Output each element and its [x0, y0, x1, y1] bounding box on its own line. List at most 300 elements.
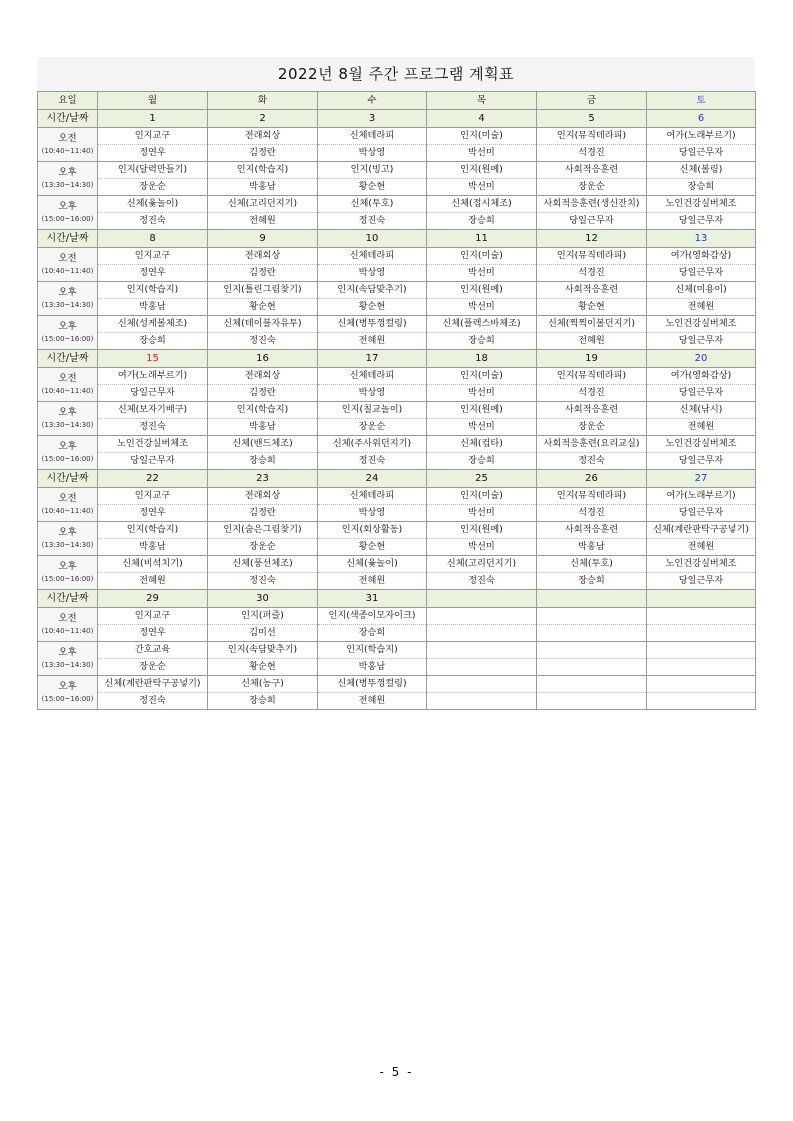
staff-cell: 정진숙	[208, 573, 318, 590]
staff-cell: 박홍남	[98, 299, 208, 316]
date-cell: 6	[647, 110, 756, 128]
time-slot-name: 오후	[58, 286, 77, 298]
program-cell: 신체(컵타)	[427, 436, 537, 453]
program-cell: 인지(학습지)	[208, 162, 318, 179]
program-row	[38, 282, 756, 299]
staff-cell: 장승희	[208, 693, 318, 710]
program-cell: 신체(풍선체조)	[208, 556, 318, 573]
time-slot-cell	[38, 488, 98, 522]
time-slot-cell	[38, 436, 98, 470]
program-cell: 인지(칠교놀이)	[318, 402, 427, 419]
program-cell: 인지(속담맞추기)	[208, 642, 318, 659]
program-row	[38, 368, 756, 385]
program-cell: 인지(색종이모자이크)	[318, 608, 427, 625]
staff-cell: 박선미	[427, 145, 537, 162]
program-cell: 인지(미술)	[427, 248, 537, 265]
staff-cell: 장승희	[208, 453, 318, 470]
staff-cell: 김미선	[208, 625, 318, 642]
date-cell: 17	[318, 350, 427, 368]
staff-cell: 김정란	[208, 265, 318, 282]
program-cell: 인지(학습지)	[98, 522, 208, 539]
program-cell: 여가(노래부르기)	[647, 488, 756, 505]
program-cell: 인지교구	[98, 128, 208, 145]
staff-cell: 장승희	[427, 453, 537, 470]
staff-cell: 장승희	[427, 213, 537, 230]
staff-cell: 전혜원	[647, 419, 756, 436]
program-cell: 인지(원예)	[427, 282, 537, 299]
time-slot-hours: (15:00~16:00)	[41, 574, 94, 583]
staff-row	[38, 453, 756, 470]
program-cell: 노인건강실버체조	[647, 436, 756, 453]
staff-cell: 석경진	[537, 265, 647, 282]
time-slot-hours: (13:30~14:30)	[41, 420, 94, 429]
staff-row	[38, 693, 756, 710]
program-cell: 사회적응훈련	[537, 522, 647, 539]
program-cell: 신체(보자기배구)	[98, 402, 208, 419]
staff-cell: 정진숙	[98, 213, 208, 230]
staff-cell: 박상영	[318, 145, 427, 162]
date-cell: 3	[318, 110, 427, 128]
staff-cell	[647, 625, 756, 642]
date-cell: 15	[98, 350, 208, 368]
staff-row	[38, 299, 756, 316]
program-row	[38, 436, 756, 453]
program-row	[38, 522, 756, 539]
staff-cell: 황순현	[318, 299, 427, 316]
page-number: - 5 -	[379, 1065, 414, 1079]
staff-cell: 전혜원	[208, 213, 318, 230]
staff-cell: 박선미	[427, 505, 537, 522]
time-slot-hours: (10:40~11:40)	[41, 266, 94, 275]
time-slot-cell	[38, 608, 98, 642]
staff-cell: 장승희	[427, 333, 537, 350]
program-cell	[647, 608, 756, 625]
program-cell: 신체(윷놀이)	[98, 196, 208, 213]
time-slot-cell	[38, 282, 98, 316]
program-cell: 여가(영화감상)	[647, 368, 756, 385]
time-slot-cell	[38, 402, 98, 436]
staff-row	[38, 333, 756, 350]
staff-cell: 황순현	[208, 659, 318, 676]
program-cell: 인지교구	[98, 608, 208, 625]
staff-cell: 전혜원	[318, 333, 427, 350]
date-row-label: 시간/날짜	[38, 350, 98, 368]
program-cell: 신체(비석치기)	[98, 556, 208, 573]
staff-cell: 장승희	[98, 333, 208, 350]
program-row	[38, 608, 756, 625]
date-cell: 22	[98, 470, 208, 488]
staff-cell: 정연우	[98, 265, 208, 282]
staff-row	[38, 145, 756, 162]
staff-cell	[537, 659, 647, 676]
time-slot-name: 오전	[58, 252, 77, 264]
staff-cell: 당일근무자	[647, 265, 756, 282]
staff-cell	[427, 693, 537, 710]
time-slot-name: 오후	[58, 406, 77, 418]
date-cell	[647, 590, 756, 608]
staff-cell: 전혜원	[318, 573, 427, 590]
staff-cell	[647, 659, 756, 676]
staff-cell: 박홍남	[318, 659, 427, 676]
time-slot-cell	[38, 196, 98, 230]
staff-cell: 정연우	[98, 505, 208, 522]
staff-cell: 장운순	[537, 179, 647, 196]
time-slot-hours: (13:30~14:30)	[41, 300, 94, 309]
staff-cell: 김정란	[208, 385, 318, 402]
date-cell: 9	[208, 230, 318, 248]
date-cell: 29	[98, 590, 208, 608]
program-cell	[427, 608, 537, 625]
staff-cell	[537, 625, 647, 642]
weekday-header-cell: 목	[427, 92, 537, 110]
program-cell: 신체(볼링)	[647, 162, 756, 179]
staff-cell: 김정란	[208, 505, 318, 522]
time-slot-name: 오전	[58, 612, 77, 624]
staff-cell: 전혜원	[647, 539, 756, 556]
staff-cell: 당일근무자	[647, 453, 756, 470]
program-cell: 인지(미술)	[427, 128, 537, 145]
staff-cell: 박선미	[427, 265, 537, 282]
staff-cell: 박상영	[318, 505, 427, 522]
weekday-header-cell: 수	[318, 92, 427, 110]
staff-cell: 장운순	[98, 179, 208, 196]
program-cell: 사회적응훈련(요리교실)	[537, 436, 647, 453]
staff-cell: 정진숙	[318, 213, 427, 230]
program-cell: 인지(달력만들기)	[98, 162, 208, 179]
program-cell: 신체(농구)	[208, 676, 318, 693]
time-slot-cell	[38, 642, 98, 676]
staff-row	[38, 505, 756, 522]
time-slot-name: 오전	[58, 492, 77, 504]
date-cell: 30	[208, 590, 318, 608]
time-slot-name: 오후	[58, 440, 77, 452]
program-cell: 신체(성게볼체조)	[98, 316, 208, 333]
program-row	[38, 162, 756, 179]
program-cell: 여가(영화감상)	[647, 248, 756, 265]
program-cell	[427, 676, 537, 693]
date-cell: 8	[98, 230, 208, 248]
date-cell: 18	[427, 350, 537, 368]
staff-cell: 정연우	[98, 625, 208, 642]
program-cell: 신체(병뚜껑컬링)	[318, 316, 427, 333]
program-cell: 신체테라피	[318, 368, 427, 385]
program-cell: 인지(원예)	[427, 522, 537, 539]
program-cell	[537, 608, 647, 625]
program-cell: 인지(학습지)	[208, 402, 318, 419]
program-cell: 신체(병뚜껑컬링)	[318, 676, 427, 693]
staff-cell: 정진숙	[537, 453, 647, 470]
date-cell: 20	[647, 350, 756, 368]
program-row	[38, 196, 756, 213]
page-title: 2022년 8월 주간 프로그램 계획표	[37, 57, 755, 91]
program-cell: 인지(숨은그림찾기)	[208, 522, 318, 539]
program-row	[38, 556, 756, 573]
time-slot-hours: (10:40~11:40)	[41, 626, 94, 635]
time-slot-cell	[38, 248, 98, 282]
program-cell: 인지(학습지)	[98, 282, 208, 299]
staff-row	[38, 419, 756, 436]
program-cell: 신체(고리던지기)	[427, 556, 537, 573]
program-cell: 인지(원예)	[427, 162, 537, 179]
program-cell: 노인건강실버체조	[98, 436, 208, 453]
staff-cell: 정진숙	[208, 333, 318, 350]
time-slot-name: 오후	[58, 526, 77, 538]
staff-cell: 당일근무자	[647, 213, 756, 230]
program-cell: 인지(미술)	[427, 488, 537, 505]
staff-row	[38, 625, 756, 642]
time-slot-hours: (15:00~16:00)	[41, 214, 94, 223]
program-cell: 여가(노래부르기)	[647, 128, 756, 145]
program-cell: 인지교구	[98, 248, 208, 265]
program-cell: 신체(고리던지기)	[208, 196, 318, 213]
program-cell: 신체(테이블자유투)	[208, 316, 318, 333]
time-slot-hours: (10:40~11:40)	[41, 146, 94, 155]
staff-cell: 장운순	[318, 419, 427, 436]
staff-cell: 박선미	[427, 179, 537, 196]
program-cell: 간호교육	[98, 642, 208, 659]
staff-cell: 황순현	[537, 299, 647, 316]
program-cell: 사회적응훈련(생신잔치)	[537, 196, 647, 213]
time-slot-hours: (13:30~14:30)	[41, 540, 94, 549]
date-row-label: 시간/날짜	[38, 230, 98, 248]
time-slot-hours: (15:00~16:00)	[41, 454, 94, 463]
program-cell: 인지(원예)	[427, 402, 537, 419]
staff-cell: 장운순	[537, 419, 647, 436]
program-row	[38, 402, 756, 419]
date-row	[38, 110, 756, 128]
program-cell: 신체(주사위던지기)	[318, 436, 427, 453]
date-row-label: 시간/날짜	[38, 590, 98, 608]
staff-cell: 당일근무자	[647, 505, 756, 522]
staff-cell: 장승희	[647, 179, 756, 196]
date-cell: 10	[318, 230, 427, 248]
staff-row	[38, 265, 756, 282]
staff-cell: 정연우	[98, 145, 208, 162]
program-cell: 인지(속담맞추기)	[318, 282, 427, 299]
staff-row	[38, 573, 756, 590]
staff-cell: 박상영	[318, 265, 427, 282]
program-cell: 인지(뮤직테라피)	[537, 128, 647, 145]
staff-cell: 당일근무자	[537, 213, 647, 230]
program-row	[38, 316, 756, 333]
program-cell: 신체(낚시)	[647, 402, 756, 419]
staff-cell: 당일근무자	[98, 385, 208, 402]
program-row	[38, 642, 756, 659]
program-cell: 신체(계란판탁구공넣기)	[647, 522, 756, 539]
date-cell: 11	[427, 230, 537, 248]
program-cell: 전래회상	[208, 368, 318, 385]
date-cell	[427, 590, 537, 608]
weekday-header-row	[38, 92, 756, 110]
staff-row	[38, 213, 756, 230]
staff-cell: 당일근무자	[647, 333, 756, 350]
program-cell: 인지(학습지)	[318, 642, 427, 659]
time-slot-name: 오후	[58, 646, 77, 658]
staff-cell: 박선미	[427, 385, 537, 402]
program-row	[38, 248, 756, 265]
staff-cell: 정진숙	[427, 573, 537, 590]
time-slot-name: 오후	[58, 320, 77, 332]
staff-cell	[647, 693, 756, 710]
program-cell: 노인건강실버체조	[647, 556, 756, 573]
program-cell: 신체(윷놀이)	[318, 556, 427, 573]
staff-cell	[537, 693, 647, 710]
weekday-header-cell: 금	[537, 92, 647, 110]
program-cell	[647, 676, 756, 693]
time-slot-cell	[38, 128, 98, 162]
date-cell: 27	[647, 470, 756, 488]
staff-cell	[427, 625, 537, 642]
staff-cell: 박홍남	[537, 539, 647, 556]
time-slot-name: 오후	[58, 200, 77, 212]
date-row	[38, 230, 756, 248]
program-row	[38, 676, 756, 693]
staff-cell: 장승희	[318, 625, 427, 642]
schedule-table	[37, 91, 756, 710]
time-slot-cell	[38, 676, 98, 710]
time-slot-cell	[38, 368, 98, 402]
program-cell: 사회적응훈련	[537, 162, 647, 179]
program-cell: 인지(뮤직테라피)	[537, 488, 647, 505]
staff-cell: 장운순	[208, 539, 318, 556]
staff-cell: 석경진	[537, 505, 647, 522]
date-cell: 25	[427, 470, 537, 488]
program-cell	[647, 642, 756, 659]
program-row	[38, 128, 756, 145]
staff-cell: 황순현	[318, 539, 427, 556]
date-cell: 16	[208, 350, 318, 368]
program-cell	[537, 642, 647, 659]
staff-cell: 박홍남	[208, 179, 318, 196]
date-row-label: 시간/날짜	[38, 110, 98, 128]
program-cell: 여가(노래부르기)	[98, 368, 208, 385]
time-slot-name: 오후	[58, 680, 77, 692]
date-cell: 4	[427, 110, 537, 128]
staff-row	[38, 539, 756, 556]
date-cell: 23	[208, 470, 318, 488]
time-slot-name: 오전	[58, 372, 77, 384]
program-cell	[537, 676, 647, 693]
time-slot-name: 오전	[58, 132, 77, 144]
date-row-label: 시간/날짜	[38, 470, 98, 488]
staff-cell: 황순현	[318, 179, 427, 196]
program-cell: 신체(투호)	[537, 556, 647, 573]
staff-cell: 정진숙	[318, 453, 427, 470]
program-cell: 인지(미술)	[427, 368, 537, 385]
date-cell	[537, 590, 647, 608]
staff-cell: 당일근무자	[647, 573, 756, 590]
program-cell: 신체(투호)	[318, 196, 427, 213]
staff-cell: 박상영	[318, 385, 427, 402]
program-cell: 전래회상	[208, 248, 318, 265]
staff-cell: 박선미	[427, 419, 537, 436]
date-cell: 5	[537, 110, 647, 128]
time-slot-hours: (10:40~11:40)	[41, 386, 94, 395]
program-cell: 인지(뮤직테라피)	[537, 248, 647, 265]
time-slot-cell	[38, 316, 98, 350]
staff-row	[38, 659, 756, 676]
staff-cell: 장승희	[537, 573, 647, 590]
time-slot-cell	[38, 522, 98, 556]
weekday-header-cell: 월	[98, 92, 208, 110]
program-cell: 신체(플렉스바체조)	[427, 316, 537, 333]
date-cell: 12	[537, 230, 647, 248]
time-slot-cell	[38, 162, 98, 196]
program-cell: 신체(밴드체조)	[208, 436, 318, 453]
staff-cell: 김정란	[208, 145, 318, 162]
date-cell: 1	[98, 110, 208, 128]
staff-cell	[427, 659, 537, 676]
program-cell: 신체(계란판탁구공넣기)	[98, 676, 208, 693]
staff-cell: 전혜원	[537, 333, 647, 350]
staff-cell: 황순현	[208, 299, 318, 316]
program-cell: 인지(뮤직테라피)	[537, 368, 647, 385]
time-slot-hours: (13:30~14:30)	[41, 660, 94, 669]
program-cell: 노인건강실버체조	[647, 196, 756, 213]
date-cell: 26	[537, 470, 647, 488]
staff-cell: 전혜원	[318, 693, 427, 710]
staff-cell: 박홍남	[208, 419, 318, 436]
staff-row	[38, 385, 756, 402]
time-slot-cell	[38, 556, 98, 590]
staff-cell: 정진숙	[98, 419, 208, 436]
program-cell	[427, 642, 537, 659]
staff-cell: 박선미	[427, 299, 537, 316]
weekday-header-cell: 화	[208, 92, 318, 110]
date-cell: 13	[647, 230, 756, 248]
program-cell: 노인건강실버체조	[647, 316, 756, 333]
staff-cell: 정진숙	[98, 693, 208, 710]
time-slot-hours: (10:40~11:40)	[41, 506, 94, 515]
program-cell: 인지(퍼즐)	[208, 608, 318, 625]
date-cell: 24	[318, 470, 427, 488]
staff-row	[38, 179, 756, 196]
staff-cell: 당일근무자	[647, 385, 756, 402]
program-cell: 인지(빙고)	[318, 162, 427, 179]
program-cell: 인지(틀린그림찾기)	[208, 282, 318, 299]
program-cell: 전래회상	[208, 128, 318, 145]
date-cell: 19	[537, 350, 647, 368]
program-cell: 신체(접시체조)	[427, 196, 537, 213]
staff-cell: 박홍남	[98, 539, 208, 556]
staff-cell: 박선미	[427, 539, 537, 556]
staff-cell: 장운순	[98, 659, 208, 676]
date-row	[38, 470, 756, 488]
program-cell: 전래회상	[208, 488, 318, 505]
program-cell: 신체(미용이)	[647, 282, 756, 299]
date-row	[38, 590, 756, 608]
time-slot-hours: (13:30~14:30)	[41, 180, 94, 189]
program-cell: 신체테라피	[318, 488, 427, 505]
staff-cell: 당일근무자	[98, 453, 208, 470]
time-slot-hours: (15:00~16:00)	[41, 694, 94, 703]
date-row	[38, 350, 756, 368]
time-slot-name: 오후	[58, 166, 77, 178]
date-cell: 2	[208, 110, 318, 128]
program-cell: 인지(회상활동)	[318, 522, 427, 539]
weekday-header-label: 요일	[38, 92, 98, 110]
weekday-header-cell: 토	[647, 92, 756, 110]
time-slot-hours: (15:00~16:00)	[41, 334, 94, 343]
staff-cell: 전혜원	[647, 299, 756, 316]
program-row	[38, 488, 756, 505]
program-cell: 신체(찍찍이볼던지기)	[537, 316, 647, 333]
staff-cell: 석경진	[537, 385, 647, 402]
staff-cell: 석경진	[537, 145, 647, 162]
staff-cell: 전혜원	[98, 573, 208, 590]
time-slot-name: 오후	[58, 560, 77, 572]
program-cell: 신체테라피	[318, 128, 427, 145]
